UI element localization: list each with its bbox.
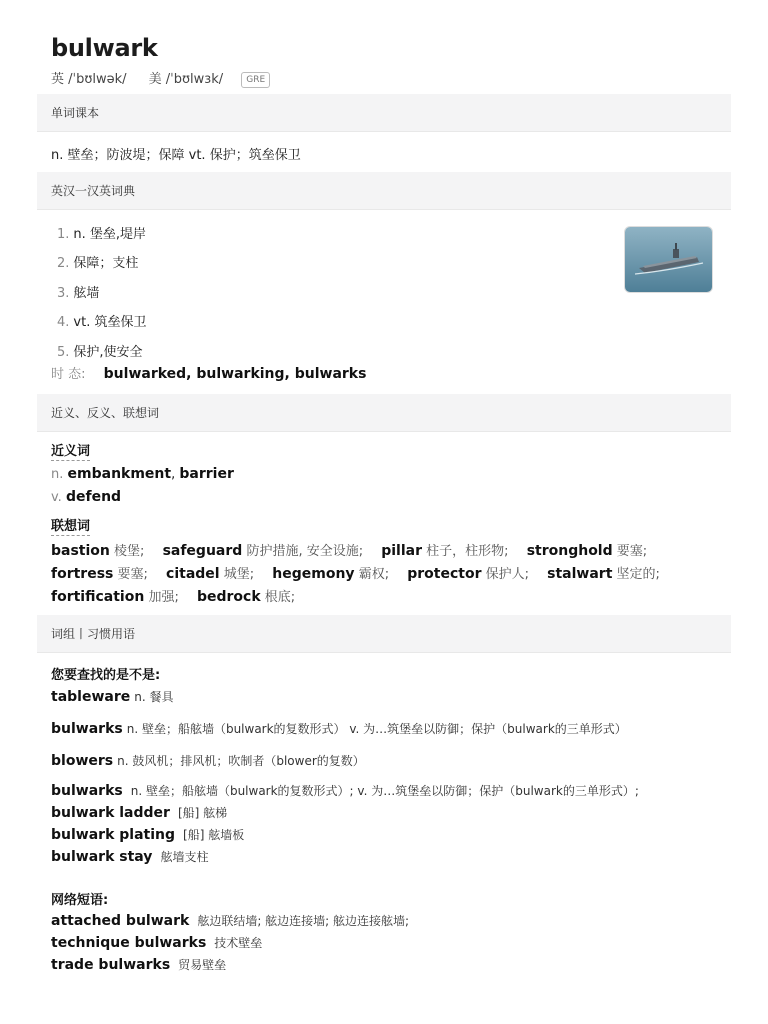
sense-5: 5. 保护,使安全 [57,345,143,360]
phrase-item: bulwarks n. 壁垒；船舷墙（bulwark的复数形式）; v. 为…筑堡垒以防御；保护（bulwark的三单形式）; [51,783,639,799]
assoc-item: bedrock 根底; [196,589,296,605]
web-phrase-item: attached bulwark 舷边联结墙; 舷边连接墙; 舷边连接舷墙; [51,913,410,929]
synonym-embankment[interactable]: embankment [67,466,172,482]
assoc-item: safeguard 防护措施, 安全设施; [162,543,364,559]
synonym-defend[interactable]: defend [65,489,122,505]
sense-4: 4. vt. 筑垒保卫 [57,315,147,330]
tense-row [51,363,366,382]
suggest-item: bulwarks n. 壁垒；船舷墙（bulwark的复数形式） v. 为…筑堡垒以防御；保护（bulwark的三单形式） [51,721,627,737]
ship-image-icon [625,227,712,292]
assoc-item: bastion 棱堡; [51,543,145,559]
course-definition: n. 壁垒；防波堤；保障 vt. 保护；筑垒保卫 [51,148,301,163]
section-course[interactable]: 单词课本 [37,94,731,132]
web-phrase-item: technique bulwarks 技术壁垒 [51,935,263,951]
tense-label: 时 态: [51,367,86,382]
assoc-item: fortress 要塞; [51,566,148,582]
associated-heading: 联想词 [51,519,91,534]
assoc-item: stronghold 要塞; [526,543,648,559]
assoc-item: pillar 柱子，柱形物; [381,543,509,559]
suggest-item: blowers n. 鼓风机；排风机；吹制者（blower的复数） [51,753,365,769]
sense-3: 3. 舷墙 [57,286,100,301]
word-title: bulwark [51,34,158,62]
phonetics [51,68,288,88]
suggest-item: tableware n. 餐具 [51,689,174,705]
phonetic-us[interactable]: 美 /ˈbʊlwɜk/ [148,72,224,87]
section-synonyms[interactable]: 近义、反义、联想词 [37,394,731,432]
synonym-verb-row: v. defend [51,489,122,505]
phrase-item: bulwark plating [船] 舷墙板 [51,827,245,843]
phrase-item: bulwark ladder [船] 舷梯 [51,805,228,821]
phonetic-uk[interactable]: 英 /ˈbʊlwək/ [51,72,127,87]
tense-forms[interactable]: bulwarked, bulwarking, bulwarks [103,366,367,382]
web-phrase-item: trade bulwarks 贸易壁垒 [51,957,227,973]
suggest-heading: 您要查找的是不是: [51,668,161,683]
assoc-item: protector 保护人; [407,566,530,582]
sense-1: 1. n. 堡垒,堤岸 [57,227,147,242]
associated-words [51,540,723,609]
synonym-noun-row: n. embankment, barrier [51,466,234,482]
sense-2: 2. 保障；支柱 [57,256,139,271]
section-phrases[interactable]: 词组丨习惯用语 [37,615,731,653]
web-phrases-heading: 网络短语: [51,893,109,908]
phrase-item: bulwark stay 舷墙支柱 [51,849,209,865]
assoc-item: citadel 城堡; [166,566,255,582]
synonym-heading: 近义词 [51,444,91,459]
ship-photo[interactable] [624,226,713,293]
assoc-item: fortification 加强; [51,589,179,605]
assoc-item: stalwart 坚定的; [547,566,660,582]
synonym-barrier[interactable]: barrier [179,466,234,482]
section-dictionary[interactable]: 英汉一汉英词典 [37,172,731,210]
assoc-item: hegemony 霸权; [272,566,390,582]
exam-tag: GRE [241,72,270,88]
